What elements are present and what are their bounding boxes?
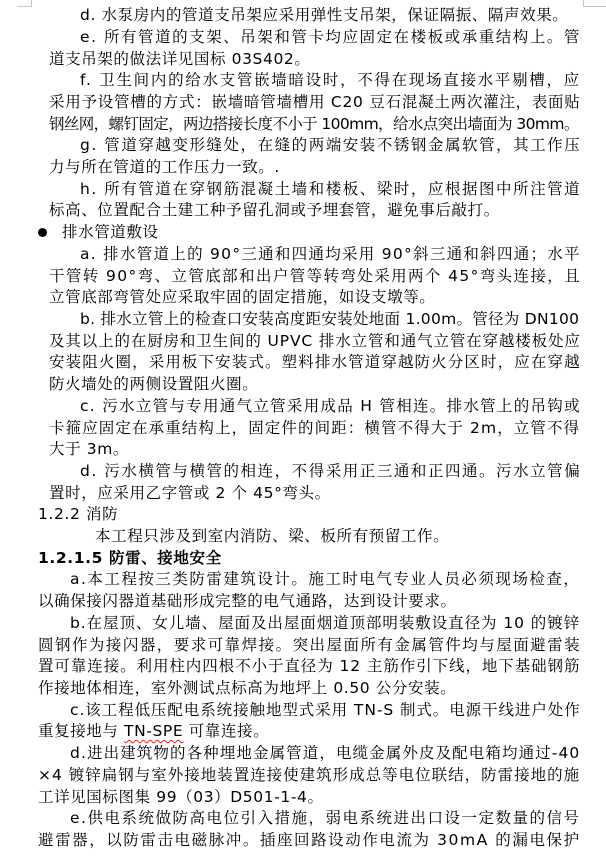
paragraph-line: 立管底部弯管处应采取牢固的固定措施，如设支墩等。 (49, 288, 436, 306)
paragraph-line: d. 水泵房内的管道支吊架应采用弹性支吊架，保证隔振、隔声效果。 (80, 6, 569, 24)
paragraph-line: 置时，应采用乙字管或 2 个 45°弯头。 (49, 484, 331, 502)
paragraph-line: b. 排水立管上的检查口安装高度距安装处地面 1.00m。管径为 DN100 (80, 310, 580, 328)
paragraph-line: d.进出建筑物的各种埋地金属管道，电缆金属外皮及配电箱均通过-40 (70, 744, 581, 762)
bullet-icon (38, 228, 47, 237)
paragraph-line: d. 污水横管与横管的相连，不得采用正三通和正四通。污水立管偏 (80, 462, 582, 480)
paragraph-line: 卡箍应固定在承重结构上，固定件的间距：横管不得大于 2m，立管不得 (49, 419, 581, 437)
line-text-before: 重复接地与 (38, 722, 125, 740)
paragraph-line: 力与所在管道的工作压力一致。. (49, 158, 280, 176)
paragraph-line: b.在屋顶、女儿墙、屋面及出屋面烟道顶部明装敷设直径为 10 的镀锌 (70, 614, 581, 632)
paragraph-line: 以确保接闪器道基础形成完整的电气通路，达到设计要求。 (38, 592, 457, 610)
paragraph-line: 及其以上的在厨房和卫生间的 UPVC 排水立管和通气立管在穿越楼板处应 (49, 332, 581, 350)
paragraph-line: 本工程只涉及到室内消防、梁、板所有预留工作。 (95, 527, 450, 545)
paragraph-line: ×4 镀锌扁钢与室外接地装置连接使建筑形成总等电位联结，防雷接地的施 (38, 766, 581, 784)
paragraph-line: 圆钢作为接闪器，要求可靠焊接。突出屋面所有金属管件均与屋面避雷装 (38, 636, 582, 654)
paragraph-line: e. 所有管道的支架、吊架和管卡均应固定在楼板或承重结构上。管 (80, 28, 581, 46)
paragraph-line: 安装阻火圈，采用板下安装式。塑料排水管道穿越防火分区时，应在穿越 (49, 353, 581, 371)
paragraph-line: 作接地体相连，室外测试点标高为地坪上 0.50 公分安装。 (38, 679, 457, 697)
paragraph-line (38, 720, 269, 742)
paragraph-line: f. 卫生间内的给水支管嵌墙暗设时，不得在现场直接水平剔槽，应 (80, 71, 581, 89)
paragraph-line: 大于 3m。 (49, 440, 129, 458)
paragraph-line: 工详见国标图集 99（03）D501-1-4。 (38, 788, 324, 806)
paragraph-line: 钢丝网，螺钉固定，两边搭接长度不小于 100mm，给水点突出墙面为 30mm。 (49, 115, 579, 133)
section-heading-lightning-protection: 1.2.1.5 防雷、接地安全 (38, 549, 222, 567)
section-heading-drainage: 排水管道敷设 (62, 223, 159, 241)
spellcheck-flagged-word[interactable]: TN-SPE (124, 722, 184, 740)
paragraph-line: 道支吊架的做法详见国标 03S402。 (49, 50, 311, 68)
section-heading-fire-protection: 1.2.2 消防 (38, 505, 119, 523)
paragraph-line: 避雷器，以防雷击电磁脉冲。插座回路设动作电流为 30mA 的漏电保护 (38, 831, 581, 849)
margin-corner-mark-top-left (17, 0, 32, 7)
paragraph-line: g. 管道穿越变形缝处，在缝的两端安装不锈钢金属软管，其工作压 (80, 136, 582, 154)
paragraph-line: h. 所有管道在穿钢筋混凝土墙和楼板、梁时，应根据图中所注管道 (80, 180, 582, 198)
paragraph-line: 标高、位置配合土建工种予留孔洞或予埋套管，避免事后敲打。 (49, 201, 500, 219)
paragraph-line: 防火墙处的两侧设置阻火圈。 (49, 375, 259, 393)
paragraph-line: c. 污水立管与专用通气立管采用成品 H 管相连。排水管上的吊钩或 (80, 397, 581, 415)
paragraph-line: 干管转 90°弯、立管底部和出户管等转弯处采用两个 45°弯头连接，且 (49, 267, 582, 285)
paragraph-line: 置可靠连接。利用柱内四根不小于直径为 12 主筋作引下线，地下基础钢筋 (38, 657, 581, 675)
paragraph-line: a.本工程按三类防雷建筑设计。施工时电气专业人员必须现场检查， (70, 570, 581, 588)
paragraph-line: c.该工程低压配电系统接触地型式采用 TN-S 制式。电源干线进户处作 (70, 701, 581, 719)
line-text-after: 可靠连接。 (183, 722, 270, 740)
margin-corner-mark-top-right (583, 0, 606, 7)
paragraph-line: e.供电系统做防高电位引入措施，弱电系统进出口设一定数量的信号 (70, 809, 581, 827)
paragraph-line: 采用予设管槽的方式：嵌墙暗管墙槽用 C20 豆石混凝土两次灌注，表面贴 (49, 93, 581, 111)
paragraph-line: a. 排水管道上的 90°三通和四通均采用 90°斜三通和斜四通；水平 (80, 245, 581, 263)
